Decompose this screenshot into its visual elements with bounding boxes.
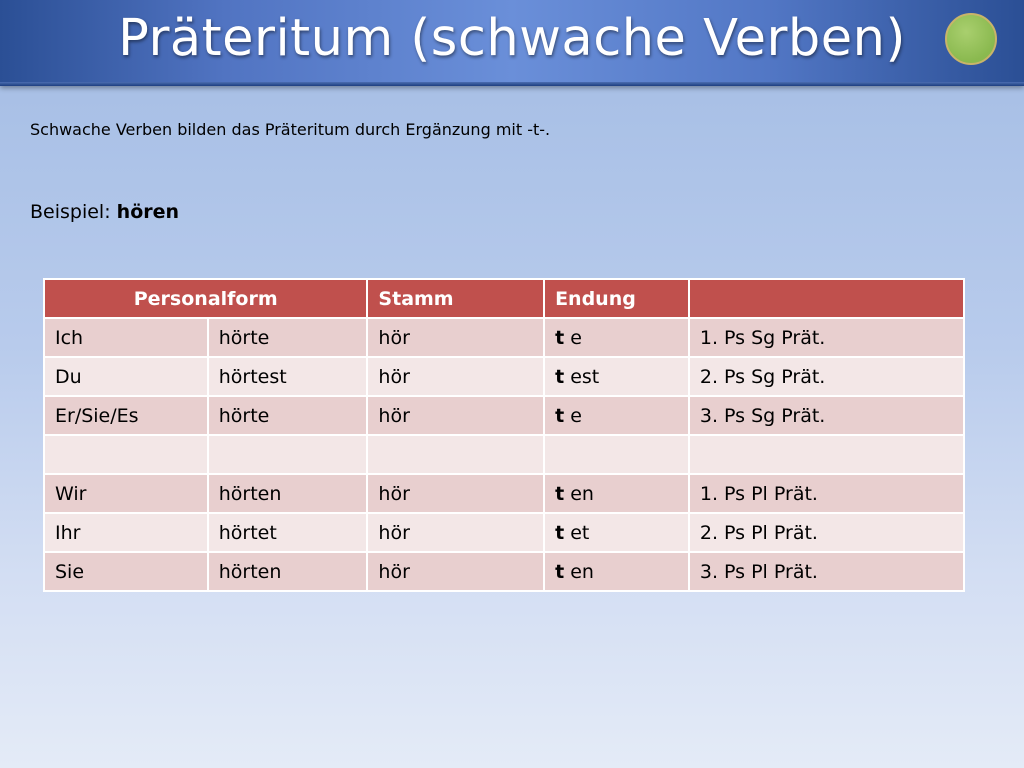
stem-cell: hör <box>367 552 544 591</box>
ending-t: t <box>555 560 565 583</box>
ending-cell <box>544 474 689 513</box>
header-personalform: Personalform <box>44 279 367 318</box>
form-cell: hörte <box>208 396 368 435</box>
table-row-empty <box>44 435 964 474</box>
table-row <box>44 552 964 591</box>
table-row <box>44 396 964 435</box>
ending-t: t <box>555 482 565 505</box>
example-line <box>30 200 179 224</box>
header-endung: Endung <box>544 279 689 318</box>
info-cell: 3. Ps Pl Prät. <box>689 552 964 591</box>
ending-cell <box>544 513 689 552</box>
form-cell: hörten <box>208 552 368 591</box>
table-row <box>44 318 964 357</box>
person-cell: Sie <box>44 552 208 591</box>
stem-cell <box>367 435 544 474</box>
header-info <box>689 279 964 318</box>
ending-cell <box>544 552 689 591</box>
person-cell: Wir <box>44 474 208 513</box>
example-label: Beispiel: <box>30 201 111 223</box>
stem-cell: hör <box>367 357 544 396</box>
slide-title: Präteritum (schwache Verben) <box>118 9 906 68</box>
ending-t: t <box>555 326 565 349</box>
green-circle-icon <box>945 13 997 65</box>
ending-t: t <box>555 404 565 427</box>
info-cell: 2. Ps Pl Prät. <box>689 513 964 552</box>
ending-cell <box>544 435 689 474</box>
ending-suffix: e <box>570 326 582 349</box>
stem-cell: hör <box>367 318 544 357</box>
ending-cell <box>544 396 689 435</box>
person-cell: Ihr <box>44 513 208 552</box>
ending-suffix: e <box>570 404 582 427</box>
intro-text: Schwache Verben bilden das Präteritum durch Ergänzung mit -t-. <box>30 120 551 139</box>
table-header-row <box>44 279 964 318</box>
info-cell: 3. Ps Sg Prät. <box>689 396 964 435</box>
info-cell: 1. Ps Pl Prät. <box>689 474 964 513</box>
person-cell: Ich <box>44 318 208 357</box>
stem-cell: hör <box>367 396 544 435</box>
form-cell: hörtet <box>208 513 368 552</box>
ending-suffix: en <box>570 560 594 583</box>
table-row <box>44 474 964 513</box>
form-cell <box>208 435 368 474</box>
ending-suffix: est <box>570 365 600 388</box>
example-verb: hören <box>116 201 180 223</box>
form-cell: hörten <box>208 474 368 513</box>
info-cell: 1. Ps Sg Prät. <box>689 318 964 357</box>
person-cell: Er/Sie/Es <box>44 396 208 435</box>
ending-t: t <box>555 365 565 388</box>
ending-suffix: et <box>570 521 590 544</box>
person-cell: Du <box>44 357 208 396</box>
ending-cell <box>544 318 689 357</box>
stem-cell: hör <box>367 513 544 552</box>
stem-cell: hör <box>367 474 544 513</box>
ending-cell <box>544 357 689 396</box>
info-cell: 2. Ps Sg Prät. <box>689 357 964 396</box>
table-row <box>44 513 964 552</box>
person-cell <box>44 435 208 474</box>
info-cell <box>689 435 964 474</box>
ending-suffix: en <box>570 482 594 505</box>
table-row <box>44 357 964 396</box>
form-cell: hörtest <box>208 357 368 396</box>
header-stamm: Stamm <box>367 279 544 318</box>
title-bar <box>0 0 1024 86</box>
form-cell: hörte <box>208 318 368 357</box>
ending-t: t <box>555 521 565 544</box>
conjugation-table <box>43 278 965 592</box>
